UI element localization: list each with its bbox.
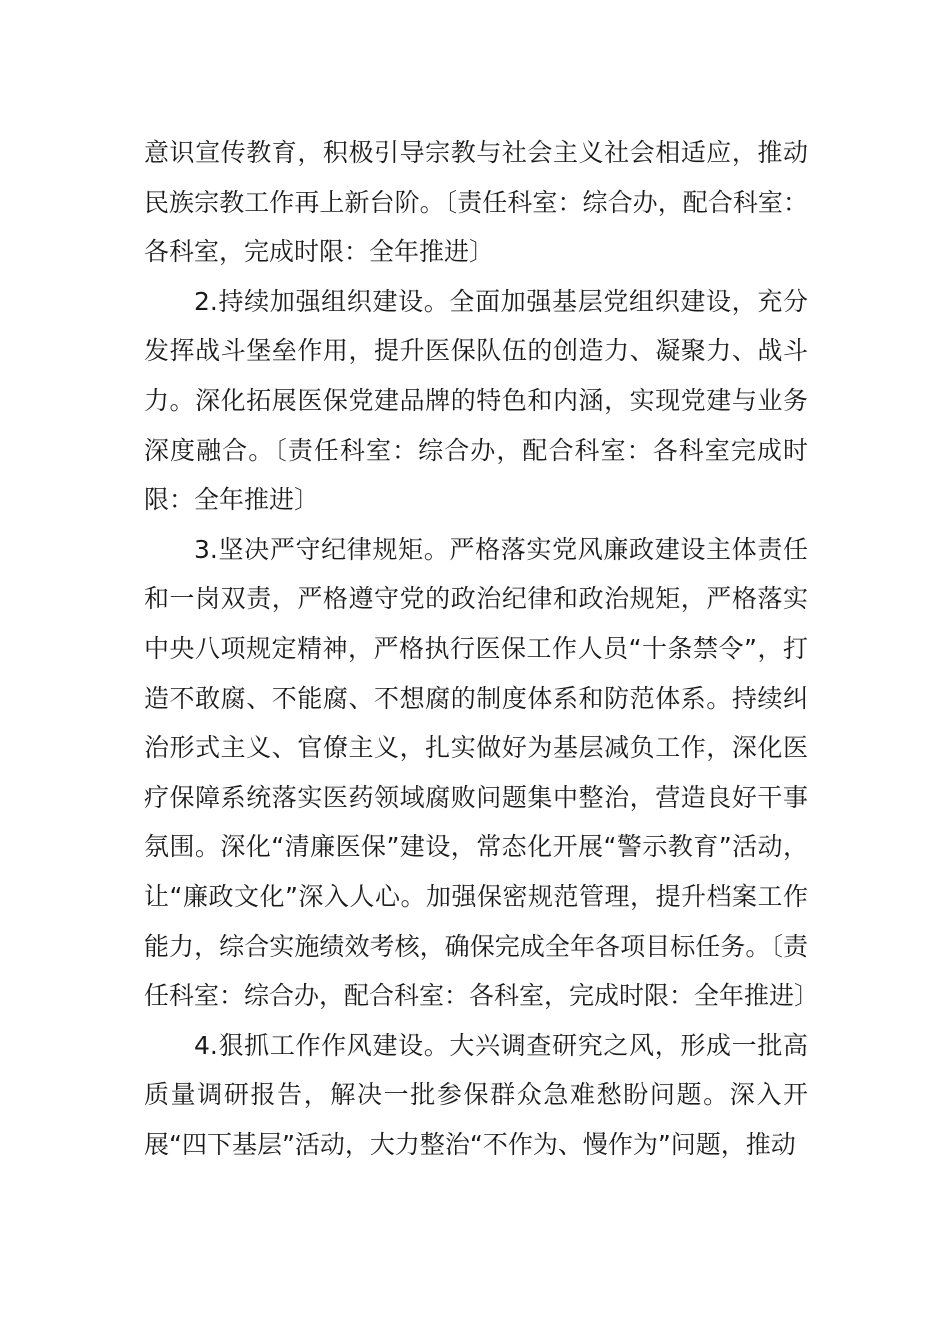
document-body [144, 128, 820, 1169]
paragraph-item-3: 3.坚决严守纪律规矩。严格落实党风廉政建设主体责任和一岗双责，严格遵守党的政治纪律和政治规矩，严格落实中央八项规定精神，严格执行医保工作人员“十条禁令”，打造不敢腐、不能腐、不想腐的制度体系和防范体系。持续纠治形式主义、官僚主义，扎实做好为基层减负工作，深化医疗保障系统落实医药领域腐败问题集中整治，营造良好干事氛围。深化“清廉医保”建设，常态化开展“警示教育”活动，让“廉政文化”深入人心。加强保密规范管理，提升档案工作能力，综合实施绩效考核，确保完成全年各项目标任务。〔责任科室：综合办，配合科室：各科室，完成时限：全年推进〕 [144, 534, 820, 1011]
paragraph-item-2: 2.持续加强组织建设。全面加强基层党组织建设，充分发挥战斗堡垒作用，提升医保队伍的创造力、凝聚力、战斗力。深化拓展医保党建品牌的特色和内涵，实现党建与业务深度融合。〔责任科室：综合办，配合科室：各科室完成时限：全年推进〕 [144, 286, 808, 515]
paragraph-item-4: 4.狠抓工作作风建设。大兴调查研究之风，形成一批高质量调研报告，解决一批参保群众急难愁盼问题。深入开展“四下基层”活动，大力整治“不作为、慢作为”问题，推动 [144, 1030, 808, 1159]
paragraph-continuation: 意识宣传教育，积极引导宗教与社会主义社会相适应，推动民族宗教工作再上新台阶。〔责任科室：综合办，配合科室：各科室，完成时限：全年推进〕 [144, 138, 808, 267]
